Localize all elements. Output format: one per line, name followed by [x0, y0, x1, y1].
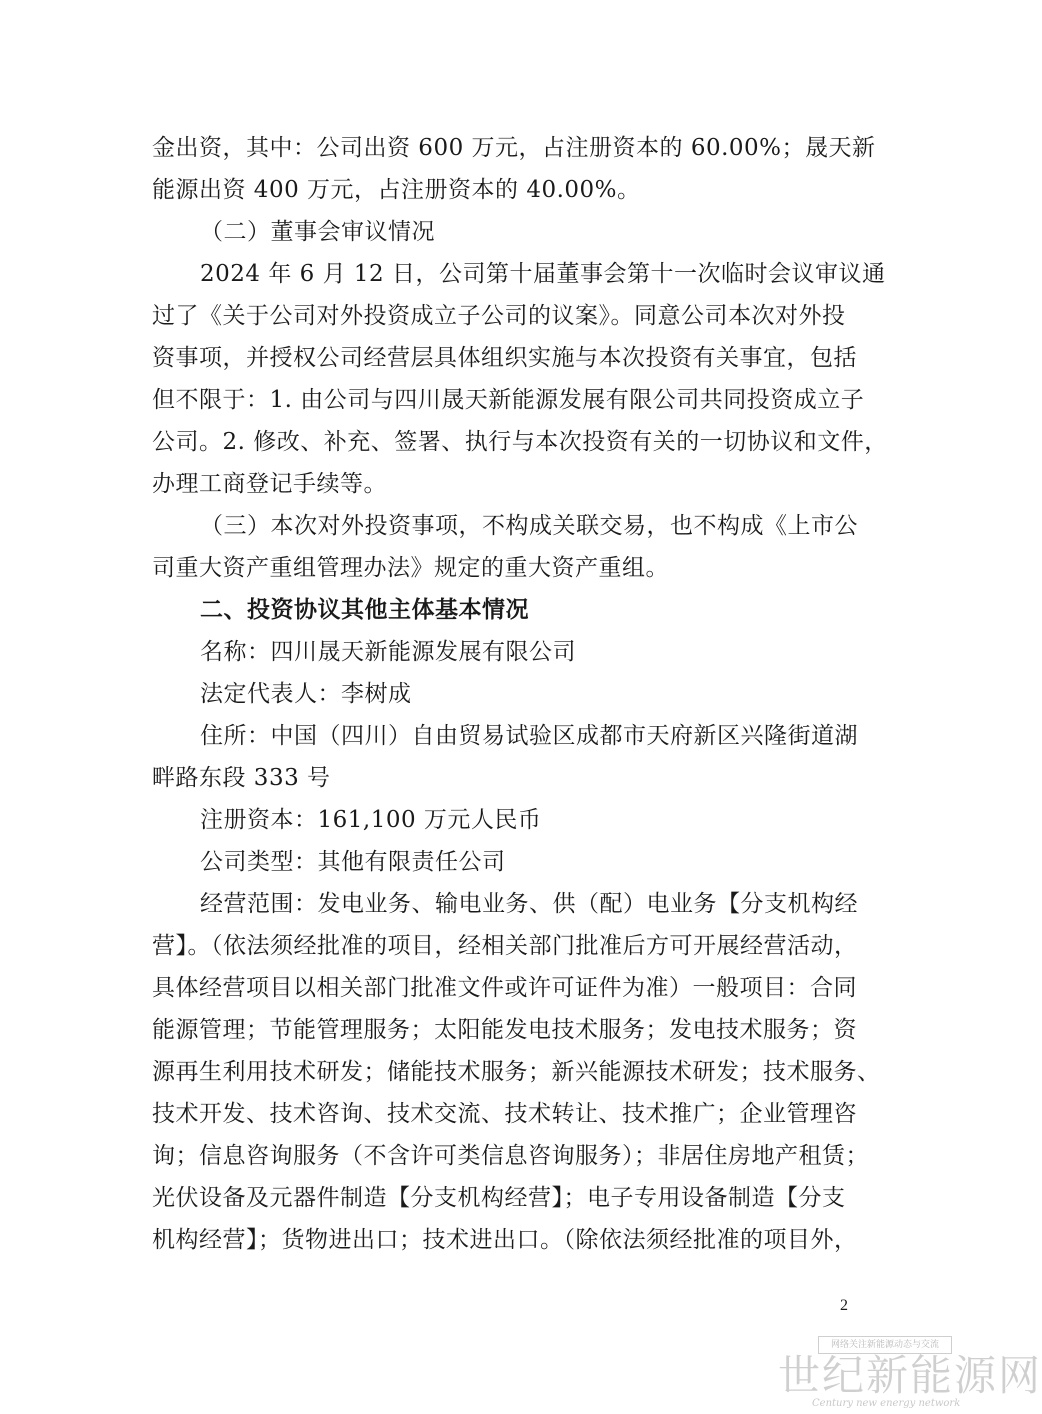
section-heading-board-review: （二）董事会审议情况	[200, 219, 435, 245]
registered-capital-line: 注册资本：161,100 万元人民币	[200, 807, 542, 833]
business-scope-line-8: 光伏设备及元器件制造【分支机构经营】；电子专用设备制造【分支	[152, 1185, 846, 1211]
text-line-5: 过了《关于公司对外投资成立子公司的议案》。同意公司本次对外投	[152, 303, 846, 329]
text-line-7: 但不限于：1. 由公司与四川晟天新能源发展有限公司共同投资成立子	[152, 387, 865, 413]
address-line-2: 畔路东段 333 号	[152, 765, 331, 791]
business-scope-line-6: 技术开发、技术咨询、技术交流、技术转让、技术推广；企业管理咨	[152, 1101, 857, 1127]
page-number: 2	[840, 1297, 848, 1314]
text-line-11: 司重大资产重组管理办法》规定的重大资产重组。	[152, 555, 669, 581]
address-line-1: 住所：中国（四川）自由贸易试验区成都市天府新区兴隆街道湖	[200, 723, 858, 749]
business-scope-line-4: 能源管理；节能管理服务；太阳能发电技术服务；发电技术服务；资	[152, 1017, 857, 1043]
business-scope-line-7: 询；信息咨询服务（不含许可类信息咨询服务）；非居住房地产租赁；	[152, 1143, 869, 1169]
watermark-logo: 世纪新能源网	[778, 1351, 1042, 1400]
text-line-6: 资事项，并授权公司经营层具体组织实施与本次投资有关事宜，包括	[152, 345, 857, 371]
business-scope-line-3: 具体经营项目以相关部门批准文件或许可证件为准）一般项目：合同	[152, 975, 857, 1001]
section-heading-other-parties: 二、投资协议其他主体基本情况	[200, 596, 529, 623]
business-scope-line-1: 经营范围：发电业务、输电业务、供（配）电业务【分支机构经	[200, 891, 858, 917]
text-line-10: （三）本次对外投资事项，不构成关联交易，也不构成《上市公	[200, 513, 858, 539]
watermark-caption: 网络关注新能源动态与交流	[818, 1336, 952, 1354]
watermark-subtitle: Century new energy network	[812, 1398, 961, 1409]
company-type-line: 公司类型：其他有限责任公司	[200, 849, 506, 875]
legal-representative-line: 法定代表人：李树成	[200, 681, 412, 707]
text-line-8: 公司。2. 修改、补充、签署、执行与本次投资有关的一切协议和文件，	[152, 429, 888, 455]
business-scope-line-5: 源再生利用技术研发；储能技术服务；新兴能源技术研发；技术服务、	[152, 1059, 881, 1085]
business-scope-line-9: 机构经营】；货物进出口；技术进出口。（除依法须经批准的项目外，	[152, 1227, 858, 1253]
text-line-9: 办理工商登记手续等。	[152, 471, 387, 497]
text-line-1: 金出资，其中：公司出资 600 万元，占注册资本的 60.00%；晟天新	[152, 135, 876, 161]
text-line-4: 2024 年 6 月 12 日，公司第十届董事会第十一次临时会议审议通	[200, 261, 886, 287]
company-name-line: 名称：四川晟天新能源发展有限公司	[200, 639, 576, 665]
business-scope-line-2: 营】。（依法须经批准的项目，经相关部门批准后方可开展经营活动，	[152, 933, 858, 959]
text-line-2: 能源出资 400 万元，占注册资本的 40.00%。	[152, 177, 641, 203]
